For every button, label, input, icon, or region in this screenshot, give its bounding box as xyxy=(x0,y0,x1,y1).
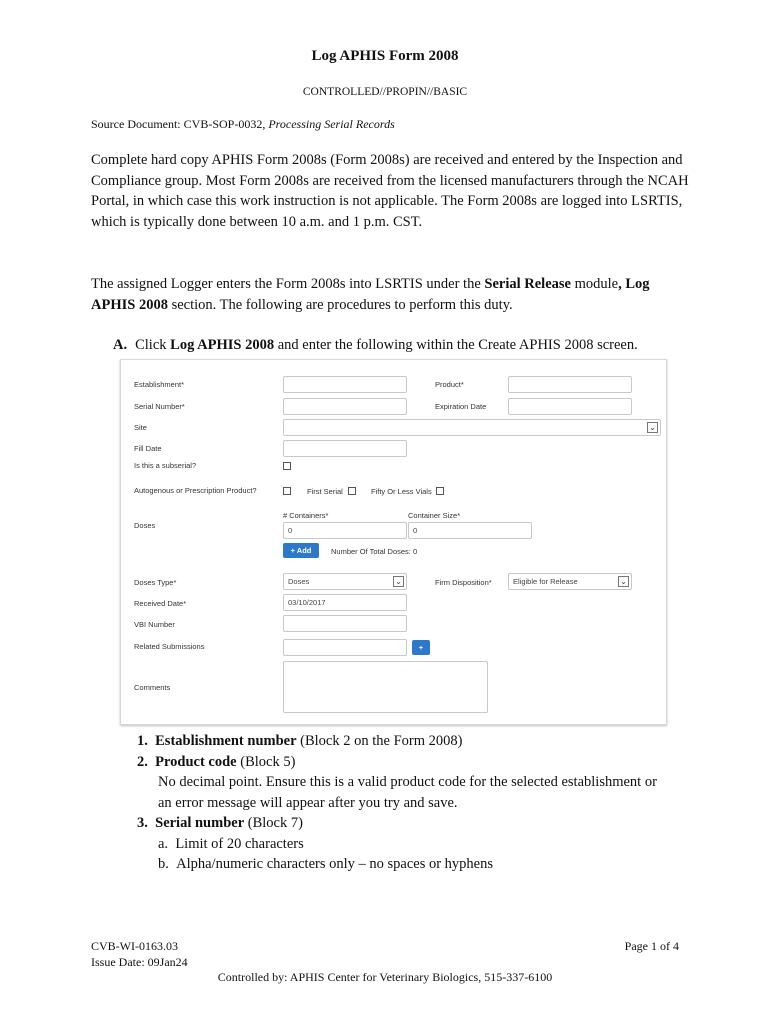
related-submissions-input[interactable] xyxy=(283,639,407,656)
site-label: Site xyxy=(134,423,147,432)
expiration-date-input[interactable] xyxy=(508,398,632,415)
step-a-bold: Log APHIS 2008 xyxy=(170,337,275,353)
comments-textarea[interactable] xyxy=(283,661,488,713)
list-item-text: an error message will appear after you try and save. xyxy=(158,795,458,811)
first-serial-label: First Serial xyxy=(307,487,343,496)
doses-type-value: Doses xyxy=(288,577,310,586)
related-submissions-label: Related Submissions xyxy=(134,642,205,651)
fifty-or-less-label: Fifty Or Less Vials xyxy=(371,487,432,496)
container-size-input[interactable]: 0 xyxy=(408,522,532,539)
list-bold: Serial number xyxy=(155,815,245,831)
establishment-label: Establishment* xyxy=(134,380,185,389)
subserial-label: Is this a subserial? xyxy=(134,461,197,470)
firm-disposition-label: Firm Disposition* xyxy=(435,578,492,587)
list-text: Alpha/numeric characters only – no spaces or hyphens xyxy=(176,856,494,872)
list-bold: Product code xyxy=(155,754,237,770)
list-num: a. xyxy=(158,836,169,852)
vbi-number-label: VBI Number xyxy=(134,620,175,629)
step-a-letter: A. xyxy=(113,337,128,353)
list-item xyxy=(137,731,462,752)
list-item xyxy=(137,813,303,834)
doc-id: CVB-WI-0163.03 xyxy=(91,939,178,953)
list-text: (Block 5) xyxy=(236,754,296,770)
fifty-or-less-checkbox[interactable] xyxy=(436,487,444,495)
related-add-button[interactable]: + xyxy=(412,640,430,655)
fill-date-input[interactable] xyxy=(283,440,407,457)
list-text: Limit of 20 characters xyxy=(175,836,304,852)
list-item-text: No decimal point. Ensure this is a valid product code for the selected establishment or xyxy=(158,774,657,790)
num-containers-input[interactable]: 0 xyxy=(283,522,407,539)
source-prefix: Source Document: CVB-SOP-0032, xyxy=(91,117,269,131)
p2-bold1: Serial Release xyxy=(484,276,571,292)
fill-date-label: Fill Date xyxy=(134,444,162,453)
p2-part2: module xyxy=(570,276,619,292)
step-a xyxy=(113,337,638,354)
controlled-by: Controlled by: APHIS Center for Veterinary Biologics, 515-337-6100 xyxy=(217,970,553,984)
total-doses-text: Number Of Total Doses: 0 xyxy=(331,547,418,556)
product-input[interactable] xyxy=(508,376,632,393)
logger-paragraph xyxy=(91,274,691,315)
chevron-down-icon: ⌄ xyxy=(393,576,404,587)
firm-disposition-value: Eligible for Release xyxy=(513,577,578,586)
firm-disposition-select[interactable] xyxy=(508,573,632,590)
list-text: (Block 2 on the Form 2008) xyxy=(296,733,463,749)
container-size-label: Container Size* xyxy=(408,511,461,520)
list-num: 1. xyxy=(137,733,148,749)
serial-number-input[interactable] xyxy=(283,398,407,415)
first-serial-checkbox[interactable] xyxy=(348,487,356,495)
serial-number-label: Serial Number* xyxy=(134,402,185,411)
expiration-date-label: Expiration Date xyxy=(435,402,487,411)
establishment-input[interactable] xyxy=(283,376,407,393)
source-document xyxy=(91,117,395,132)
list-bold: Establishment number xyxy=(155,733,297,749)
comments-label: Comments xyxy=(134,683,171,692)
control-marking: CONTROLLED//PROPIN//BASIC xyxy=(302,86,468,98)
doses-type-label: Doses Type* xyxy=(134,578,177,587)
doses-label: Doses xyxy=(134,521,156,530)
received-date-label: Received Date* xyxy=(134,599,187,608)
source-title: Processing Serial Records xyxy=(268,117,395,131)
doses-type-select[interactable] xyxy=(283,573,407,590)
list-subitem xyxy=(158,854,493,875)
chevron-down-icon: ⌄ xyxy=(647,422,658,433)
list-text: (Block 7) xyxy=(244,815,303,831)
page-number: Page 1 of 4 xyxy=(624,939,679,953)
p2-part3: section. The following are procedures to perform this duty. xyxy=(167,296,513,313)
step-a-prefix: Click xyxy=(135,337,171,353)
vbi-number-input[interactable] xyxy=(283,615,407,632)
create-aphis-form-screenshot xyxy=(120,359,667,725)
step-a-suffix: and enter the following within the Create APHIS 2008 screen. xyxy=(274,337,638,353)
num-containers-label: # Containers* xyxy=(283,511,329,520)
list-num: 2. xyxy=(137,754,148,770)
p2-part1: The assigned Logger enters the Form 2008s into LSRTIS under the xyxy=(91,276,485,292)
autogenous-label: Autogenous or Prescription Product? xyxy=(134,486,257,495)
add-doses-button[interactable]: + Add xyxy=(283,543,319,558)
chevron-down-icon: ⌄ xyxy=(618,576,629,587)
list-num: 3. xyxy=(137,815,148,831)
list-num: b. xyxy=(158,856,169,872)
received-date-input[interactable]: 03/10/2017 xyxy=(283,594,407,611)
p2-bold2: , Log APHIS 2008 xyxy=(91,276,650,313)
list-subitem xyxy=(158,834,304,855)
site-select[interactable] xyxy=(283,419,661,436)
product-label: Product* xyxy=(435,380,464,389)
issue-date: Issue Date: 09Jan24 xyxy=(91,955,188,969)
document-title: Log APHIS Form 2008 xyxy=(311,48,459,64)
autogenous-checkbox[interactable] xyxy=(283,487,291,495)
list-item xyxy=(137,752,295,773)
intro-paragraph: Complete hard copy APHIS Form 2008s (Form 2008s) are received and entered by the Inspection and Compliance group. Most Form 2008s are received from the licensed manufacturers through the NCAH Portal, in which case this work instruction is not applicable. The Form 2008s are logged into LSRTIS, which is typically done between 10 a.m. and 1 p.m. CST. xyxy=(91,152,689,231)
subserial-checkbox[interactable] xyxy=(283,462,291,470)
